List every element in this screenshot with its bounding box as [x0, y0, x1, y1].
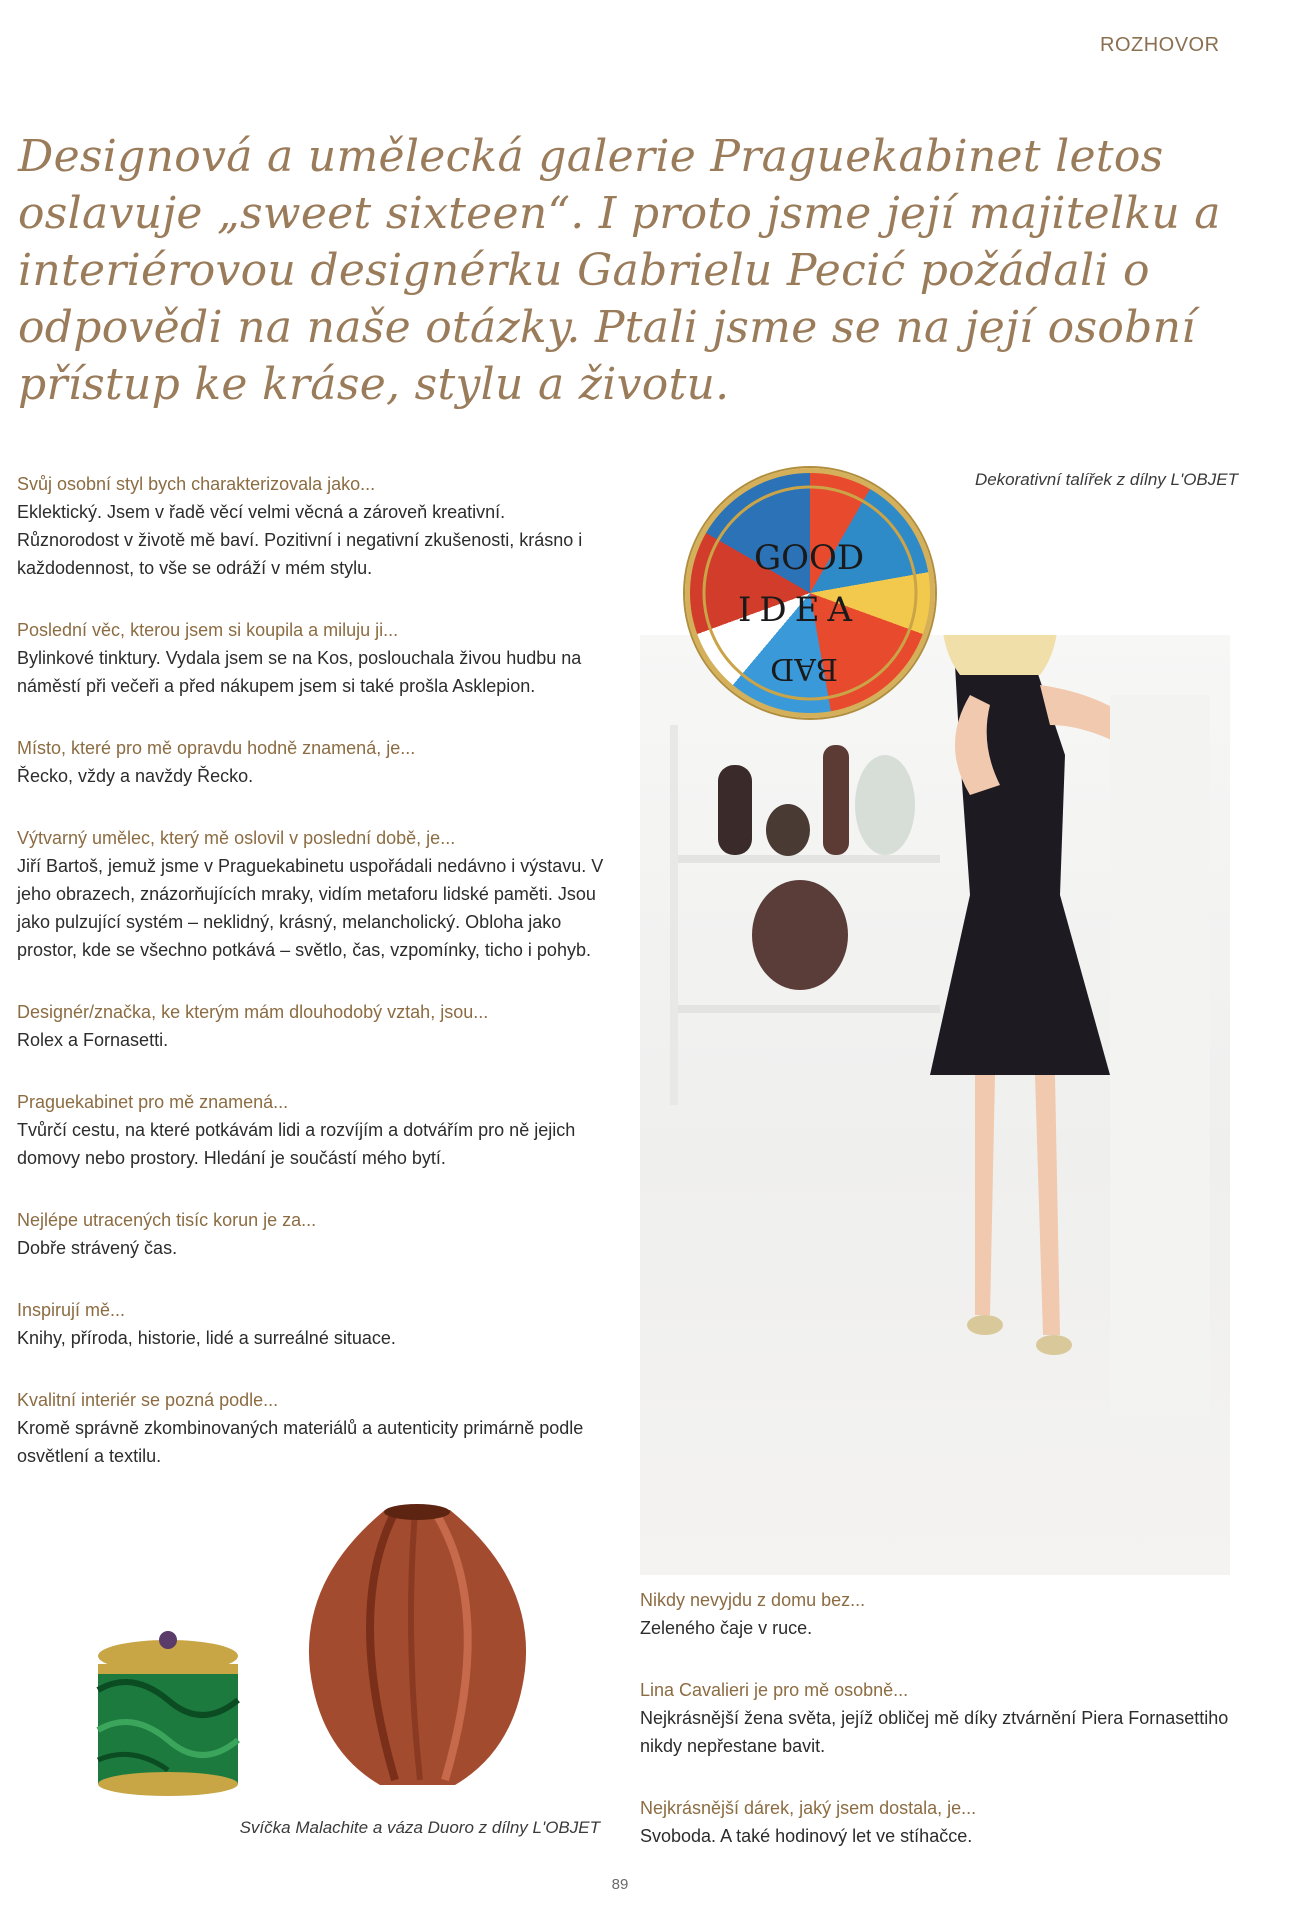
- answer: Zeleného čaje v ruce.: [640, 1618, 813, 1638]
- question: Nikdy nevyjdu z domu bez...: [640, 1590, 866, 1610]
- question: Svůj osobní styl bych charakterizovala jako...: [17, 474, 376, 494]
- answer: Nejkrásnější žena světa, jejíž obličej mě díky ztvárnění Piera Fornasettiho nikdy nepřestane bavit.: [640, 1708, 1229, 1756]
- qa-item: [17, 998, 607, 1054]
- qa-item: [640, 1794, 1230, 1850]
- question: Kvalitní interiér se pozná podle...: [17, 1390, 279, 1410]
- qa-item: [17, 1206, 607, 1262]
- portrait-illustration: [640, 635, 1230, 1575]
- answer: Knihy, příroda, historie, lidé a surreálné situace.: [17, 1328, 396, 1348]
- qa-column-right: [640, 1586, 1230, 1884]
- qa-item: [17, 824, 607, 964]
- question: Praguekabinet pro mě znamená...: [17, 1092, 289, 1112]
- answer: Eklektický. Jsem v řadě věcí velmi věcná a zároveň kreativní. Různorodost v životě mě baví. Pozitivní i negativní zkušenosti, krásno i každodennost, to vše se odráží v mém stylu.: [17, 502, 583, 578]
- qa-item: [17, 616, 607, 700]
- question: Inspirují mě...: [17, 1300, 126, 1320]
- plate-text-idea: IDEA: [738, 590, 861, 630]
- question: Designér/značka, ke kterým mám dlouhodobý vztah, jsou...: [17, 1002, 489, 1022]
- qa-item: [640, 1586, 1230, 1642]
- plate-text-bad: BAD: [770, 651, 838, 686]
- qa-item: [17, 1088, 607, 1172]
- malachite-candle-image: [92, 1630, 244, 1800]
- question: Nejkrásnější dárek, jaký jsem dostala, je...: [640, 1798, 977, 1818]
- answer: Dobře strávený čas.: [17, 1238, 178, 1258]
- portrait-photo: [640, 635, 1230, 1575]
- plate-text-good: GOOD: [754, 538, 865, 578]
- lead-paragraph: Designová a umělecká galerie Praguekabinet letos oslavuje „sweet sixteen“. I proto jsme její majitelku a interiérovou designérku Gabrielu Pecić požádali o odpovědi na naše otázky. Ptali jsme se na její osobní přístup ke kráse, stylu a životu.: [18, 131, 1221, 410]
- duoro-vase-image: [285, 1500, 550, 1790]
- question: Místo, které pro mě opravdu hodně znamená, je...: [17, 738, 416, 758]
- answer: Bylinkové tinktury. Vydala jsem se na Kos, poslouchala živou hudbu na náměstí při večeři a před nákupem jsem si také prošla Asklepion.: [17, 648, 582, 696]
- answer: Kromě správně zkombinovaných materiálů a autenticity primárně podle osvětlení a textilu.: [17, 1418, 584, 1466]
- qa-item: [640, 1676, 1230, 1760]
- page-number: 89: [611, 1876, 629, 1893]
- qa-item: [17, 470, 607, 582]
- answer: Svoboda. A také hodinový let ve stíhačce.: [640, 1826, 973, 1846]
- qa-item: [17, 1296, 607, 1352]
- question: Výtvarný umělec, který mě oslovil v poslední době, je...: [17, 828, 456, 848]
- section-label: ROZHOVOR: [1100, 34, 1220, 56]
- answer: Jiří Bartoš, jemuž jsme v Praguekabinetu uspořádali nedávno i výstavu. V jeho obrazech, znázorňujících mraky, vidím metaforu lidské paměti. Jsou jako pulzující systém – neklidný, krásný, melancholický. Obloha jako prostor, kde se všechno potkává – světlo, čas, vzpomínky, ticho i pohyb.: [17, 856, 604, 960]
- qa-column-left: [17, 470, 607, 1504]
- qa-item: [17, 1386, 607, 1470]
- answer: Rolex a Fornasetti.: [17, 1030, 169, 1050]
- answer: Tvůrčí cestu, na které potkávám lidi a rozvíjím a dotvářím pro ně jejich domovy nebo prostory. Hledání je součástí mého bytí.: [17, 1120, 576, 1168]
- question: Lina Cavalieri je pro mě osobně...: [640, 1680, 909, 1700]
- plate-caption: Dekorativní talířek z dílny L'OBJET: [974, 470, 1238, 489]
- decorative-plate-image: [685, 468, 935, 718]
- question: Poslední věc, kterou jsem si koupila a miluju ji...: [17, 620, 399, 640]
- objects-caption: Svíčka Malachite a váza Duoro z dílny L'OBJET: [239, 1818, 600, 1837]
- qa-item: [17, 734, 607, 790]
- answer: Řecko, vždy a navždy Řecko.: [17, 766, 254, 786]
- question: Nejlépe utracených tisíc korun je za...: [17, 1210, 317, 1230]
